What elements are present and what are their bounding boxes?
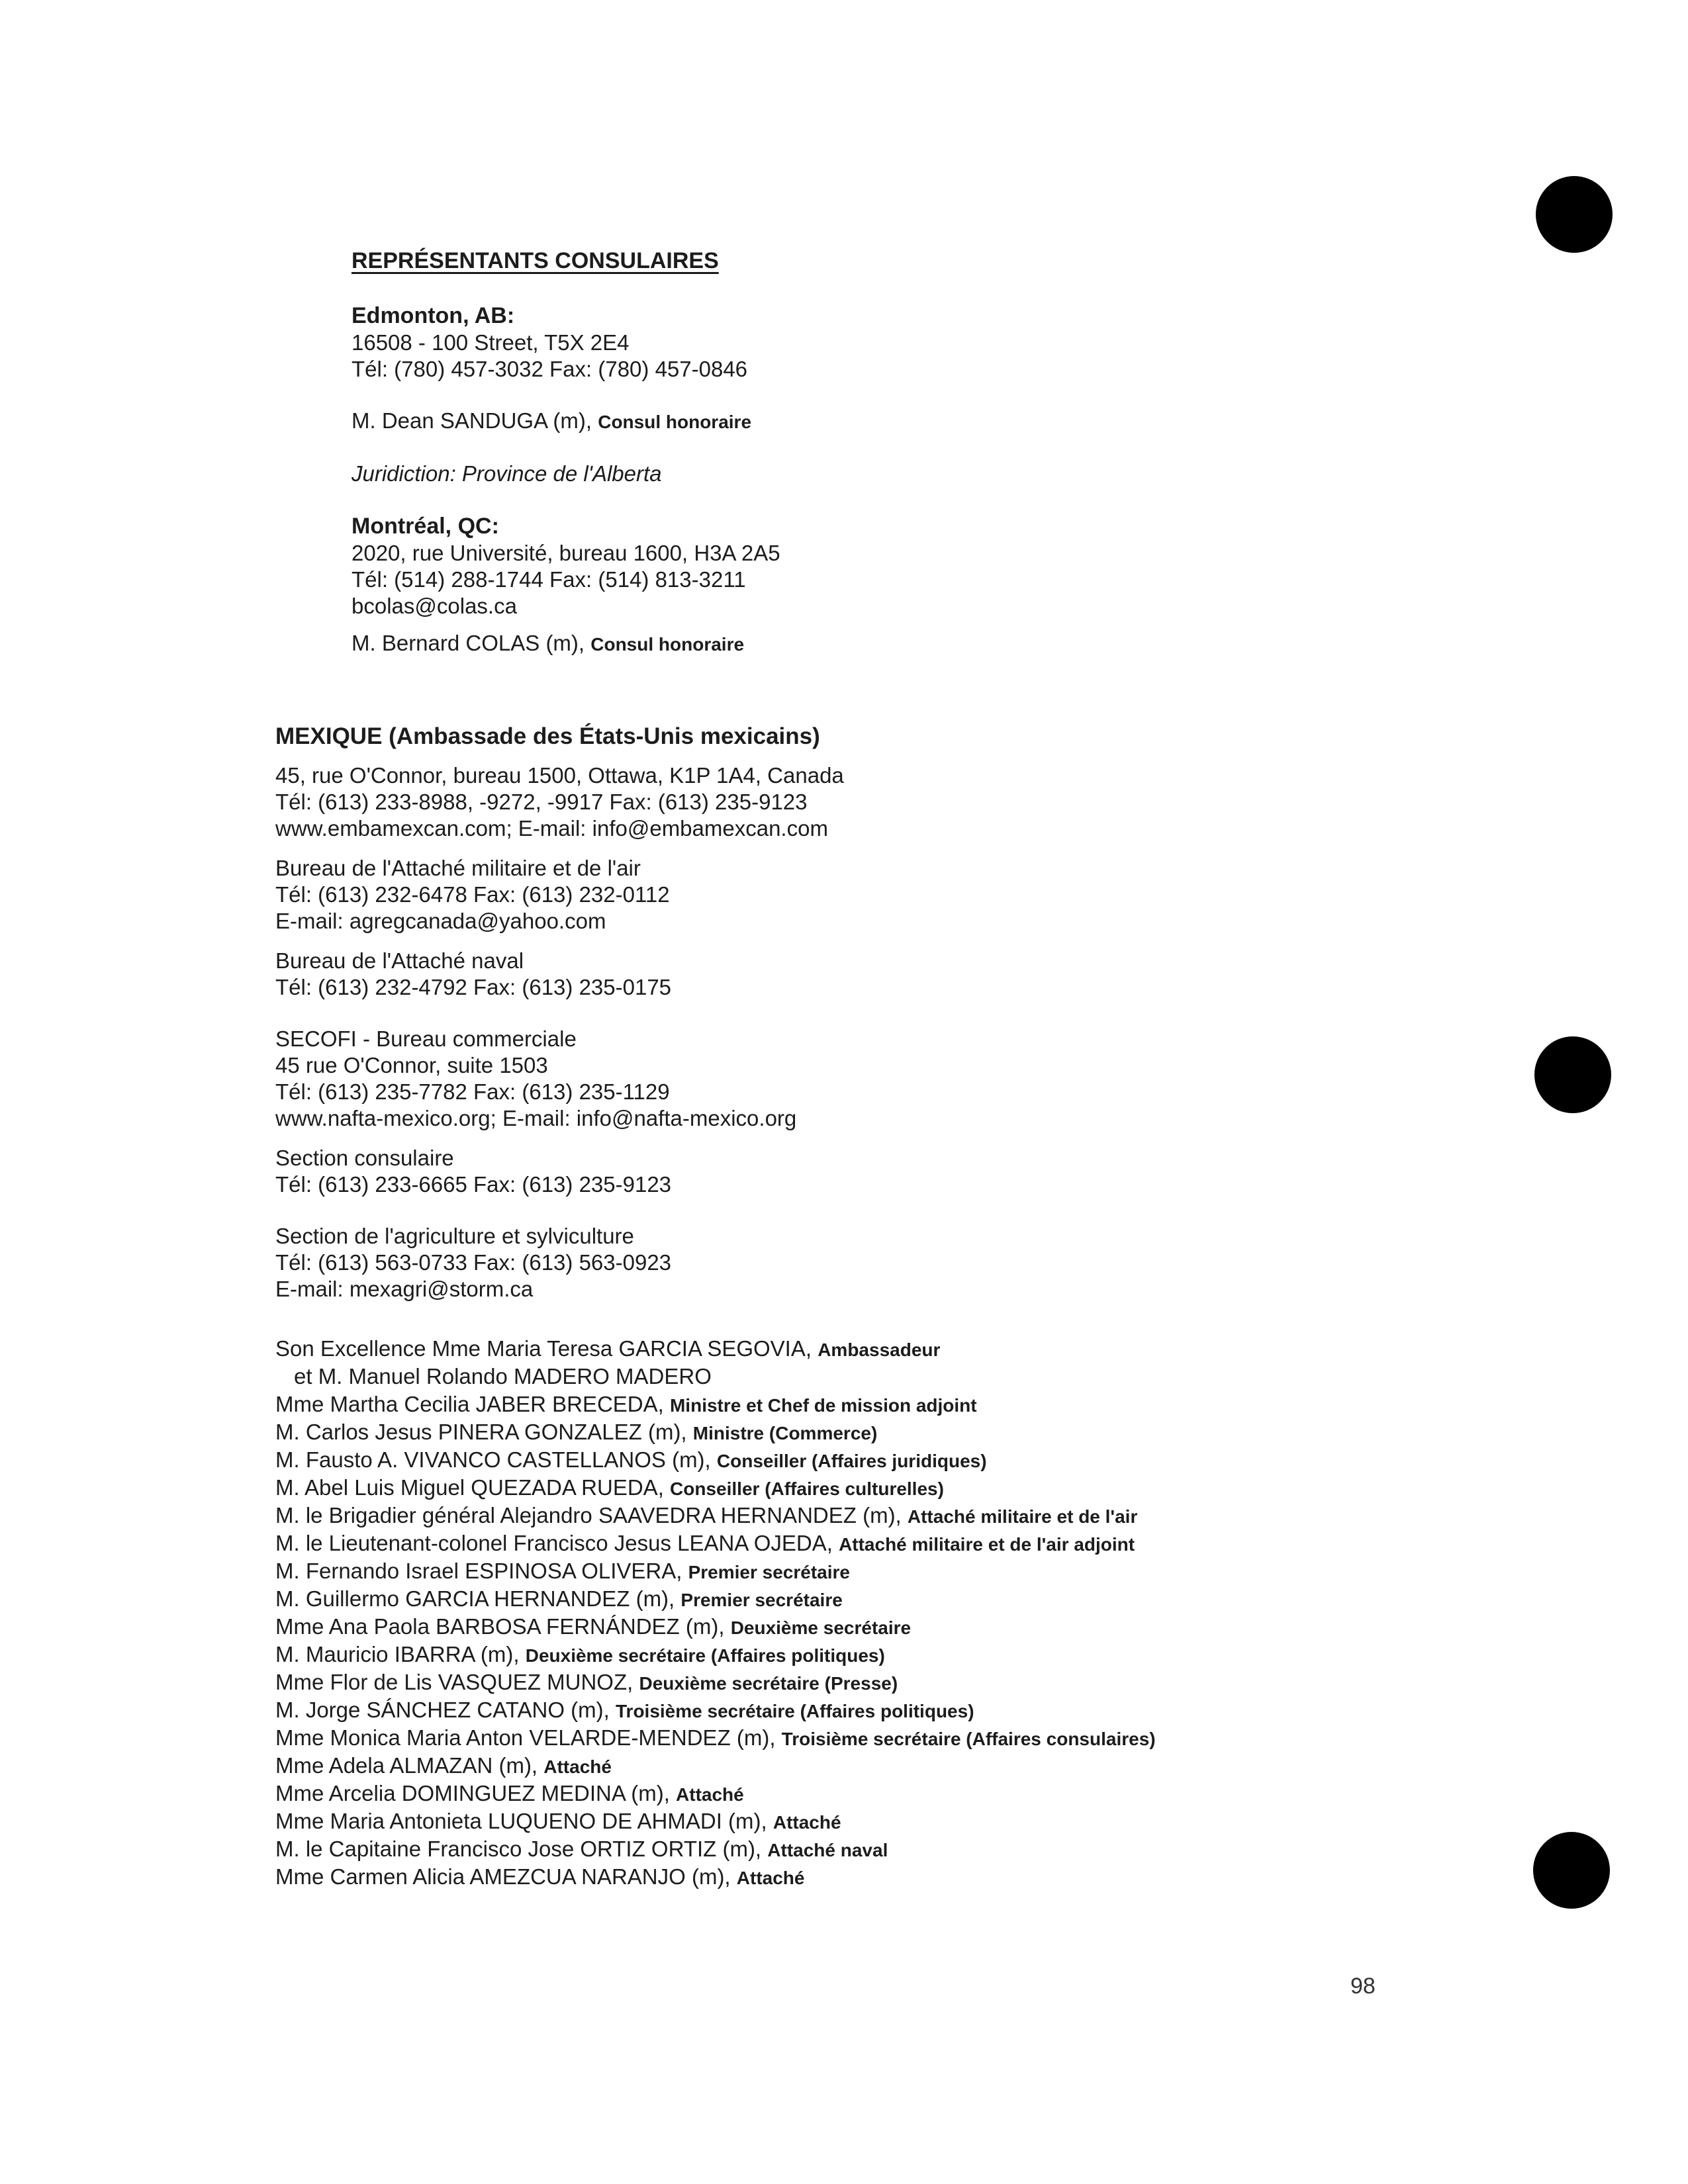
staff-entry <box>275 1475 1599 1502</box>
staff-role: Attaché <box>736 1868 805 1888</box>
staff-name: Mme Flor de Lis VASQUEZ MUNOZ, <box>275 1670 639 1694</box>
web-email: www.embamexcan.com; E-mail: info@embamexcan.com <box>275 816 828 841</box>
email: E-mail: agregcanada@yahoo.com <box>275 909 606 933</box>
staff-name: et M. Manuel Rolando MADERO MADERO <box>294 1364 712 1388</box>
phone-fax: Tél: (613) 232-4792 Fax: (613) 235-0175 <box>275 975 672 999</box>
consul-role: Consul honoraire <box>590 634 745 655</box>
phone-fax: Tél: (613) 232-6478 Fax: (613) 232-0112 <box>275 882 670 907</box>
staff-role: Deuxième secrétaire (Presse) <box>639 1673 898 1694</box>
staff-name: Mme Adela ALMAZAN (m), <box>275 1753 544 1778</box>
staff-role: Deuxième secrétaire (Affaires politiques) <box>525 1645 885 1666</box>
staff-name: M. Carlos Jesus PINERA GONZALEZ (m), <box>275 1420 693 1444</box>
naval-attache-office <box>275 948 1599 1001</box>
consul-entry <box>352 408 1344 435</box>
staff-role: Premier secrétaire <box>680 1590 843 1610</box>
jurisdiction: Juridiction: Province de l'Alberta <box>352 461 662 486</box>
staff-entry <box>275 1836 1599 1864</box>
staff-list <box>275 1336 1599 1891</box>
staff-name: Mme Maria Antonieta LUQUENO DE AHMADI (m), <box>275 1809 773 1833</box>
staff-entry <box>275 1336 1599 1363</box>
staff-name: Mme Carmen Alicia AMEZCUA NARANJO (m), <box>275 1864 737 1889</box>
consul-name: M. Bernard COLAS (m), <box>352 631 591 655</box>
staff-name: Mme Arcelia DOMINGUEZ MEDINA (m), <box>275 1781 677 1805</box>
phone-fax: Tél: (514) 288-1744 Fax: (514) 813-3211 <box>352 567 746 592</box>
staff-role: Attaché <box>676 1784 744 1805</box>
staff-entry <box>275 1752 1599 1780</box>
staff-name: Son Excellence Mme Maria Teresa GARCIA SEGOVIA, <box>275 1336 818 1361</box>
agriculture-section <box>275 1223 1599 1302</box>
country-heading: MEXIQUE (Ambassade des États-Unis mexicains) <box>275 723 820 749</box>
staff-name: M. Fausto A. VIVANCO CASTELLANOS (m), <box>275 1447 717 1472</box>
military-attache-office <box>275 855 1599 934</box>
staff-role: Troisième secrétaire (Affaires consulaires) <box>781 1729 1156 1749</box>
city-heading: Edmonton, AB: <box>352 303 515 328</box>
staff-role: Attaché militaire et de l'air adjoint <box>839 1534 1135 1555</box>
staff-role: Deuxième secrétaire <box>730 1617 912 1638</box>
staff-name: M. le Capitaine Francisco Jose ORTIZ ORTIZ (m), <box>275 1837 768 1861</box>
staff-role: Premier secrétaire <box>688 1562 850 1582</box>
address: 16508 - 100 Street, T5X 2E4 <box>352 330 630 355</box>
office-name: Bureau de l'Attaché naval <box>275 948 524 973</box>
email: E-mail: mexagri@storm.ca <box>275 1277 534 1301</box>
staff-entry <box>275 1502 1599 1530</box>
staff-entry <box>275 1419 1599 1447</box>
consul-entry <box>352 630 1344 658</box>
staff-entry <box>275 1391 1599 1419</box>
section-title: REPRÉSENTANTS CONSULAIRES <box>352 248 719 273</box>
staff-name: M. Jorge SÁNCHEZ CATANO (m), <box>275 1698 616 1722</box>
staff-entry <box>275 1669 1599 1697</box>
staff-entry <box>275 1586 1599 1614</box>
address: 2020, rue Université, bureau 1600, H3A 2A5 <box>352 541 780 565</box>
office-name: SECOFI - Bureau commerciale <box>275 1026 577 1051</box>
staff-entry <box>275 1363 1599 1391</box>
consular-section <box>275 1145 1599 1198</box>
staff-entry <box>275 1641 1599 1669</box>
staff-entry <box>275 1780 1599 1808</box>
staff-role: Ministre et Chef de mission adjoint <box>669 1395 977 1416</box>
staff-role: Ministre (Commerce) <box>692 1423 878 1443</box>
staff-name: M. Mauricio IBARRA (m), <box>275 1642 526 1666</box>
staff-role: Attaché militaire et de l'air <box>907 1506 1138 1527</box>
staff-entry <box>275 1447 1599 1475</box>
page-number: 98 <box>1350 1974 1376 1999</box>
staff-role: Attaché <box>773 1812 841 1833</box>
staff-role: Conseiller (Affaires juridiques) <box>716 1451 987 1471</box>
address: 45, rue O'Connor, bureau 1500, Ottawa, K1P 1A4, Canada <box>275 763 844 788</box>
phone-fax: Tél: (613) 563-0733 Fax: (613) 563-0923 <box>275 1250 672 1275</box>
punch-hole-top <box>1536 176 1613 253</box>
staff-role: Conseiller (Affaires culturelles) <box>670 1479 944 1499</box>
edmonton-block <box>352 302 1344 487</box>
staff-name: M. le Lieutenant-colonel Francisco Jesus LEANA OJEDA, <box>275 1531 839 1555</box>
staff-name: Mme Monica Maria Anton VELARDE-MENDEZ (m), <box>275 1725 782 1750</box>
staff-role: Troisième secrétaire (Affaires politiques) <box>615 1701 974 1721</box>
consul-name: M. Dean SANDUGA (m), <box>352 408 598 433</box>
staff-entry <box>275 1864 1599 1891</box>
staff-name: M. Guillermo GARCIA HERNANDEZ (m), <box>275 1586 681 1611</box>
staff-role: Ambassadeur <box>818 1340 941 1360</box>
staff-entry <box>275 1558 1599 1586</box>
staff-name: Mme Ana Paola BARBOSA FERNÁNDEZ (m), <box>275 1614 731 1639</box>
staff-entry <box>275 1808 1599 1836</box>
staff-role: Attaché naval <box>767 1840 888 1860</box>
staff-entry <box>275 1725 1599 1752</box>
staff-name: M. Fernando Israel ESPINOSA OLIVERA, <box>275 1559 688 1583</box>
email: bcolas@colas.ca <box>352 594 517 618</box>
staff-role: Attaché <box>543 1756 612 1777</box>
secofi-office <box>275 1026 1599 1132</box>
web-email: www.nafta-mexico.org; E-mail: info@nafta-mexico.org <box>275 1106 797 1130</box>
office-name: Section de l'agriculture et sylviculture <box>275 1224 634 1248</box>
office-name: Bureau de l'Attaché militaire et de l'air <box>275 856 641 880</box>
phone-fax: Tél: (613) 233-6665 Fax: (613) 235-9123 <box>275 1172 672 1197</box>
staff-entry <box>275 1530 1599 1558</box>
office-name: Section consulaire <box>275 1146 454 1170</box>
staff-name: M. Abel Luis Miguel QUEZADA RUEDA, <box>275 1475 671 1500</box>
staff-name: M. le Brigadier général Alejandro SAAVEDRA HERNANDEZ (m), <box>275 1503 908 1527</box>
phone-fax: Tél: (613) 233-8988, -9272, -9917 Fax: (613) 235-9123 <box>275 790 808 814</box>
montreal-block <box>352 512 1344 658</box>
staff-entry <box>275 1697 1599 1725</box>
phone-fax: Tél: (780) 457-3032 Fax: (780) 457-0846 <box>352 357 748 381</box>
embassy-contact <box>275 762 1599 842</box>
mexico-embassy-section <box>275 723 1599 1302</box>
phone-fax: Tél: (613) 235-7782 Fax: (613) 235-1129 <box>275 1079 670 1104</box>
staff-name: Mme Martha Cecilia JABER BRECEDA, <box>275 1392 670 1416</box>
consular-representatives-section <box>352 248 1344 658</box>
city-heading: Montréal, QC: <box>352 514 499 539</box>
staff-entry <box>275 1614 1599 1641</box>
address: 45 rue O'Connor, suite 1503 <box>275 1053 548 1077</box>
consul-role: Consul honoraire <box>598 412 752 432</box>
